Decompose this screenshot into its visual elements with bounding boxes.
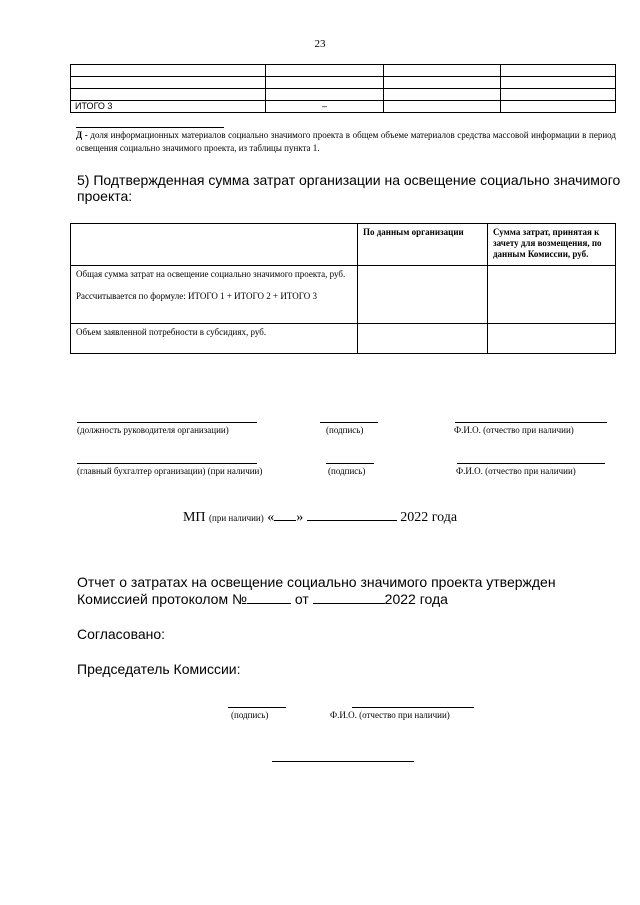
page-number: 23 [314, 38, 326, 50]
protocol-date-blank[interactable] [313, 591, 385, 604]
row-total-costs-label: Общая сумма затрат на освещение социально значимого проекта, руб. [76, 269, 346, 279]
header-org: По данным организации [358, 224, 488, 266]
fio-label: Ф.И.О. (отчество при наличии) [456, 466, 576, 476]
bottom-separator-line [272, 761, 414, 762]
fio-line [457, 463, 605, 464]
total-value: – [266, 101, 384, 113]
accountant-label: (главный бухгалтер организации) (при наличии) [77, 466, 263, 476]
cost-confirmation-table [70, 223, 616, 354]
chair-fio-label: Ф.И.О. (отчество при наличии) [330, 710, 450, 720]
stamp-label: МП [182, 510, 206, 525]
month-blank[interactable] [307, 508, 397, 521]
report-text-part2: от [294, 591, 309, 607]
stamp-year: 2022 года [400, 510, 458, 525]
cell-org-value[interactable] [358, 266, 488, 324]
table-row [71, 324, 616, 354]
table-row [71, 89, 616, 101]
table-header-row [71, 224, 616, 266]
fio-line [455, 422, 607, 423]
chair-signature-label: (подпись) [231, 710, 269, 720]
stamp-date-line [0, 508, 640, 526]
footnote-text: доля информационных материалов социально значимого проекта в общем объеме материалов средства массовой информации в период освещения социально значимого проекта, из таблицы пункта 1. [76, 130, 616, 153]
head-position-line [77, 422, 257, 423]
header-commission: Сумма затрат, принятая к зачету для возмещения, по данным Комиссии, руб. [488, 224, 616, 266]
top-table-fragment [70, 64, 616, 113]
cell-commission-value[interactable] [488, 266, 616, 324]
signature-line [320, 422, 378, 423]
row-total-costs [71, 266, 358, 324]
report-text-part3: 2022 года [384, 591, 448, 607]
chair-fio-line [352, 707, 474, 708]
footnote-symbol: Д - [76, 130, 88, 140]
table-row [71, 65, 616, 77]
report-text-part1: Отчет о затратах на освещение социально значимого проекта утвержден Комиссией протоколом № [77, 574, 556, 607]
signature-line [326, 463, 374, 464]
head-position-label: (должность руководителя организации) [77, 425, 229, 435]
table-row [71, 77, 616, 89]
row-subsidy-need: Объем заявленной потребности в субсидиях, руб. [71, 324, 358, 354]
chair-signature-line [228, 707, 286, 708]
signature-label: (подпись) [326, 425, 364, 435]
chairman-label: Председатель Комиссии: [77, 661, 241, 677]
stamp-note: (при наличии) [209, 513, 264, 523]
quote-close: » [296, 510, 304, 525]
row-total-costs-formula: Рассчитывается по формуле: ИТОГО 1 + ИТОГО 2 + ИТОГО 3 [76, 291, 317, 301]
footnote-separator [76, 127, 224, 128]
protocol-number-blank[interactable] [247, 591, 291, 604]
cell-commission-value[interactable] [488, 324, 616, 354]
header-empty [71, 224, 358, 266]
day-blank[interactable] [274, 508, 296, 521]
signature-label: (подпись) [328, 466, 366, 476]
quote-open: « [267, 510, 275, 525]
total-label: ИТОГО 3 [71, 101, 266, 113]
report-approval-text [77, 574, 617, 608]
cell-org-value[interactable] [358, 324, 488, 354]
section-heading: 5) Подтвержденная сумма затрат организации на освещение социально значимого проекта: [77, 172, 621, 204]
fio-label: Ф.И.О. (отчество при наличии) [454, 425, 574, 435]
accountant-line [77, 463, 257, 464]
table-row-total [71, 101, 616, 113]
agreed-label: Согласовано: [77, 626, 166, 642]
footnote [76, 129, 616, 155]
table-row [71, 266, 616, 324]
